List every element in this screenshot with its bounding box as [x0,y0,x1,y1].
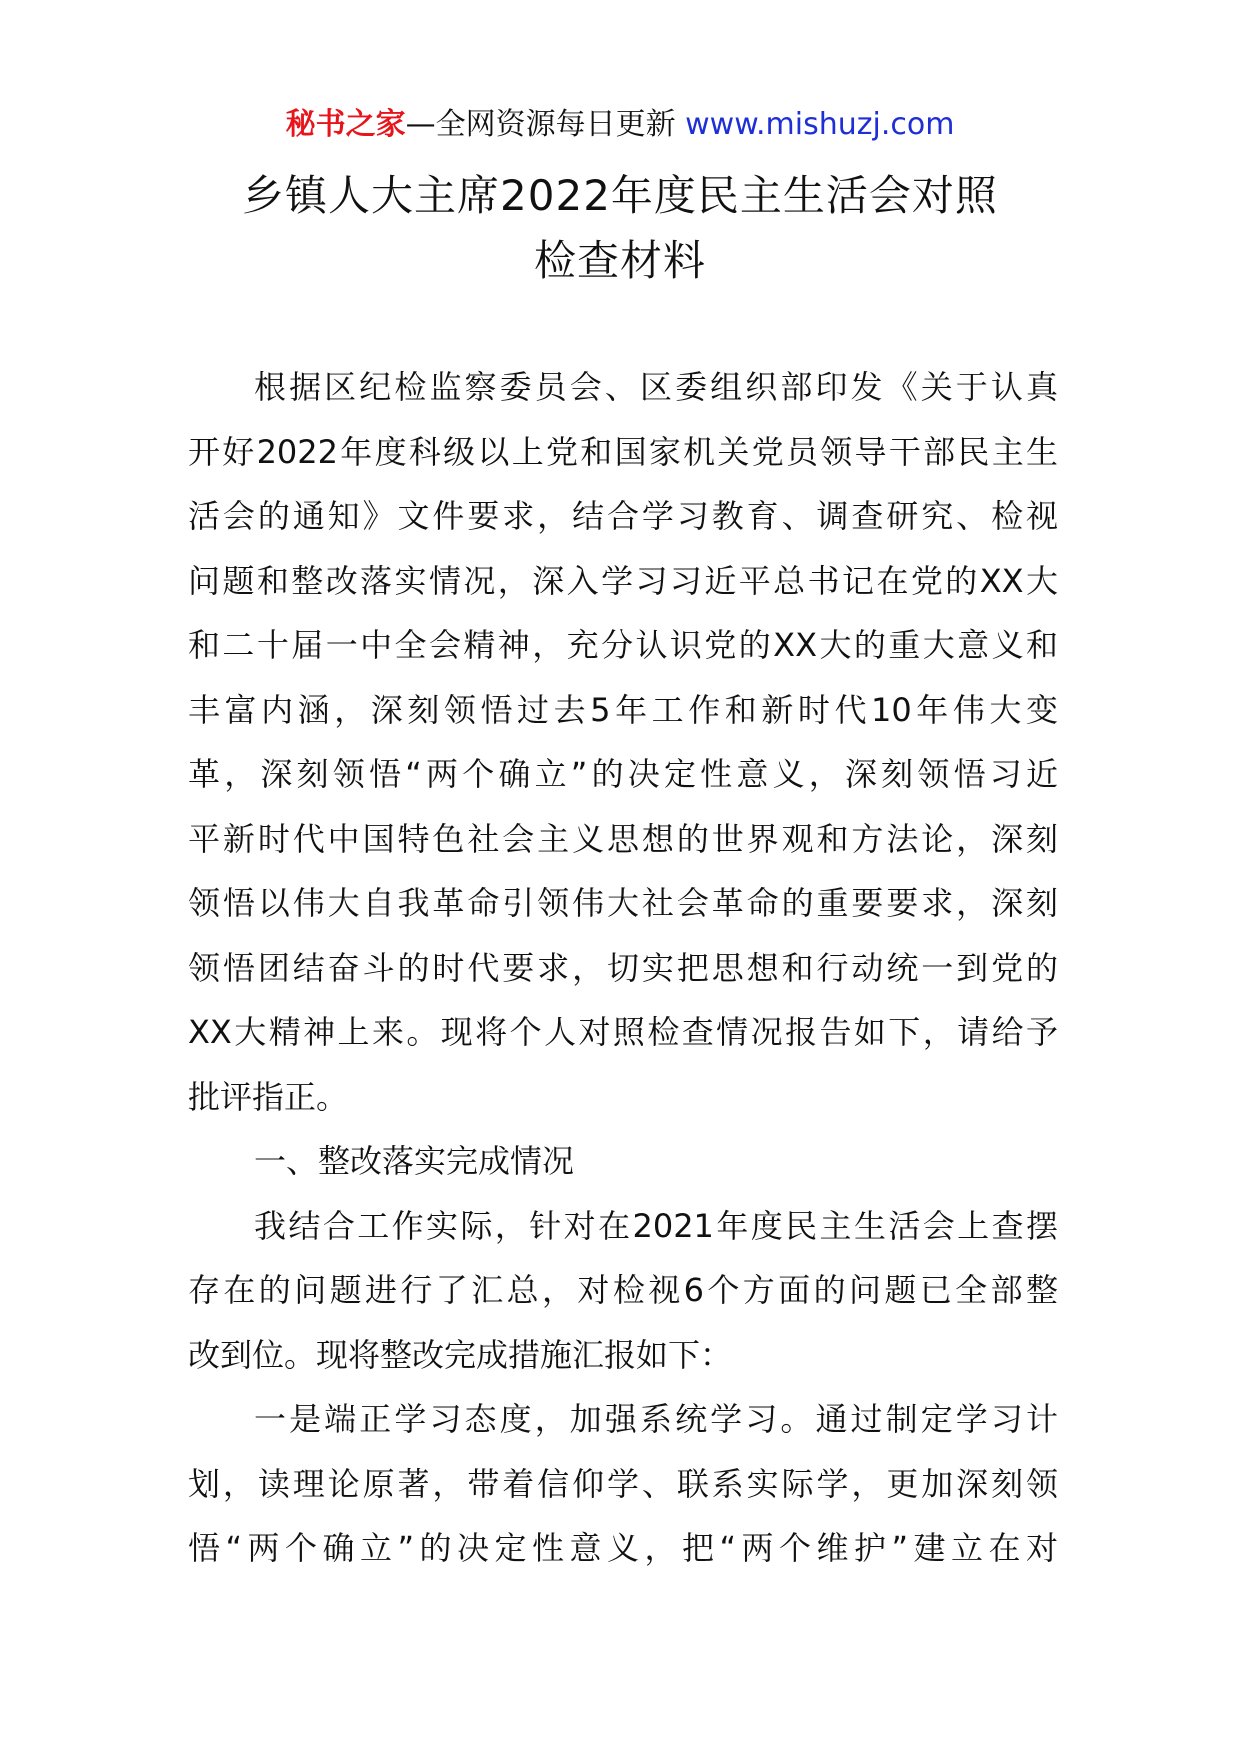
text-line: 划，读理论原著，带着信仰学、联系实际学，更加深刻领 [188,1464,1058,1503]
text-line: 丰富内涵，深刻领悟过去5年工作和新时代10年伟大变 [188,690,1058,729]
document-body [188,355,1058,1581]
text-line: 领悟团结奋斗的时代要求，切实把思想和行动统一到党的 [188,948,1058,987]
text-line: 开好2022年度科级以上党和国家机关党员领导干部民主生 [188,432,1058,471]
title-line-1: 乡镇人大主席2022年度民主生活会对照 [242,171,998,220]
text-line: 根据区纪检监察委员会、区委组织部印发《关于认真 [254,368,1058,406]
text-line: 领悟以伟大自我革命引领伟大社会革命的重要要求，深刻 [188,884,1058,922]
text-line: 批评指正。 [188,1077,349,1116]
text-line: XX大精神上来。现将个人对照检查情况报告如下，请给予 [188,1013,1058,1051]
text-line: 存在的问题进行了汇总，对检视6个方面的问题已全部整 [188,1271,1058,1309]
text-line: 改到位。现将整改完成措施汇报如下： [188,1335,733,1374]
text-line: 和二十届一中全会精神，充分认识党的XX大的重大意义和 [188,626,1058,664]
intro-paragraph [188,355,1058,1129]
text-line: 悟“两个确立”的决定性意义，把“两个维护”建立在对 [188,1529,1058,1567]
text-line: 平新时代中国特色社会主义思想的世界观和方法论，深刻 [188,819,1058,858]
text-line: 问题和整改落实情况，深入学习习近平总书记在党的XX大 [188,561,1058,600]
summary-paragraph [188,1194,1058,1388]
text-line: 革，深刻领悟“两个确立”的决定性意义，深刻领悟习近 [188,755,1058,793]
title-line-2: 检查材料 [533,236,706,285]
site-banner [0,100,1240,150]
section-heading [188,1129,1058,1194]
text-line: 我结合工作实际，针对在2021年度民主生活会上查摆 [254,1206,1058,1245]
site-url-link[interactable]: www.mishuzj.com [685,107,955,142]
heading-text: 一、整改落实完成情况 [254,1142,575,1180]
document-title [100,163,1140,293]
banner-tagline: —全网资源每日更新 [405,107,686,142]
text-line: 一是端正学习态度，加强系统学习。通过制定学习计 [254,1400,1058,1438]
measure-paragraph [188,1387,1058,1581]
text-line: 活会的通知》文件要求，结合学习教育、调查研究、检视 [188,497,1058,535]
brand-name: 秘书之家 [285,107,406,142]
